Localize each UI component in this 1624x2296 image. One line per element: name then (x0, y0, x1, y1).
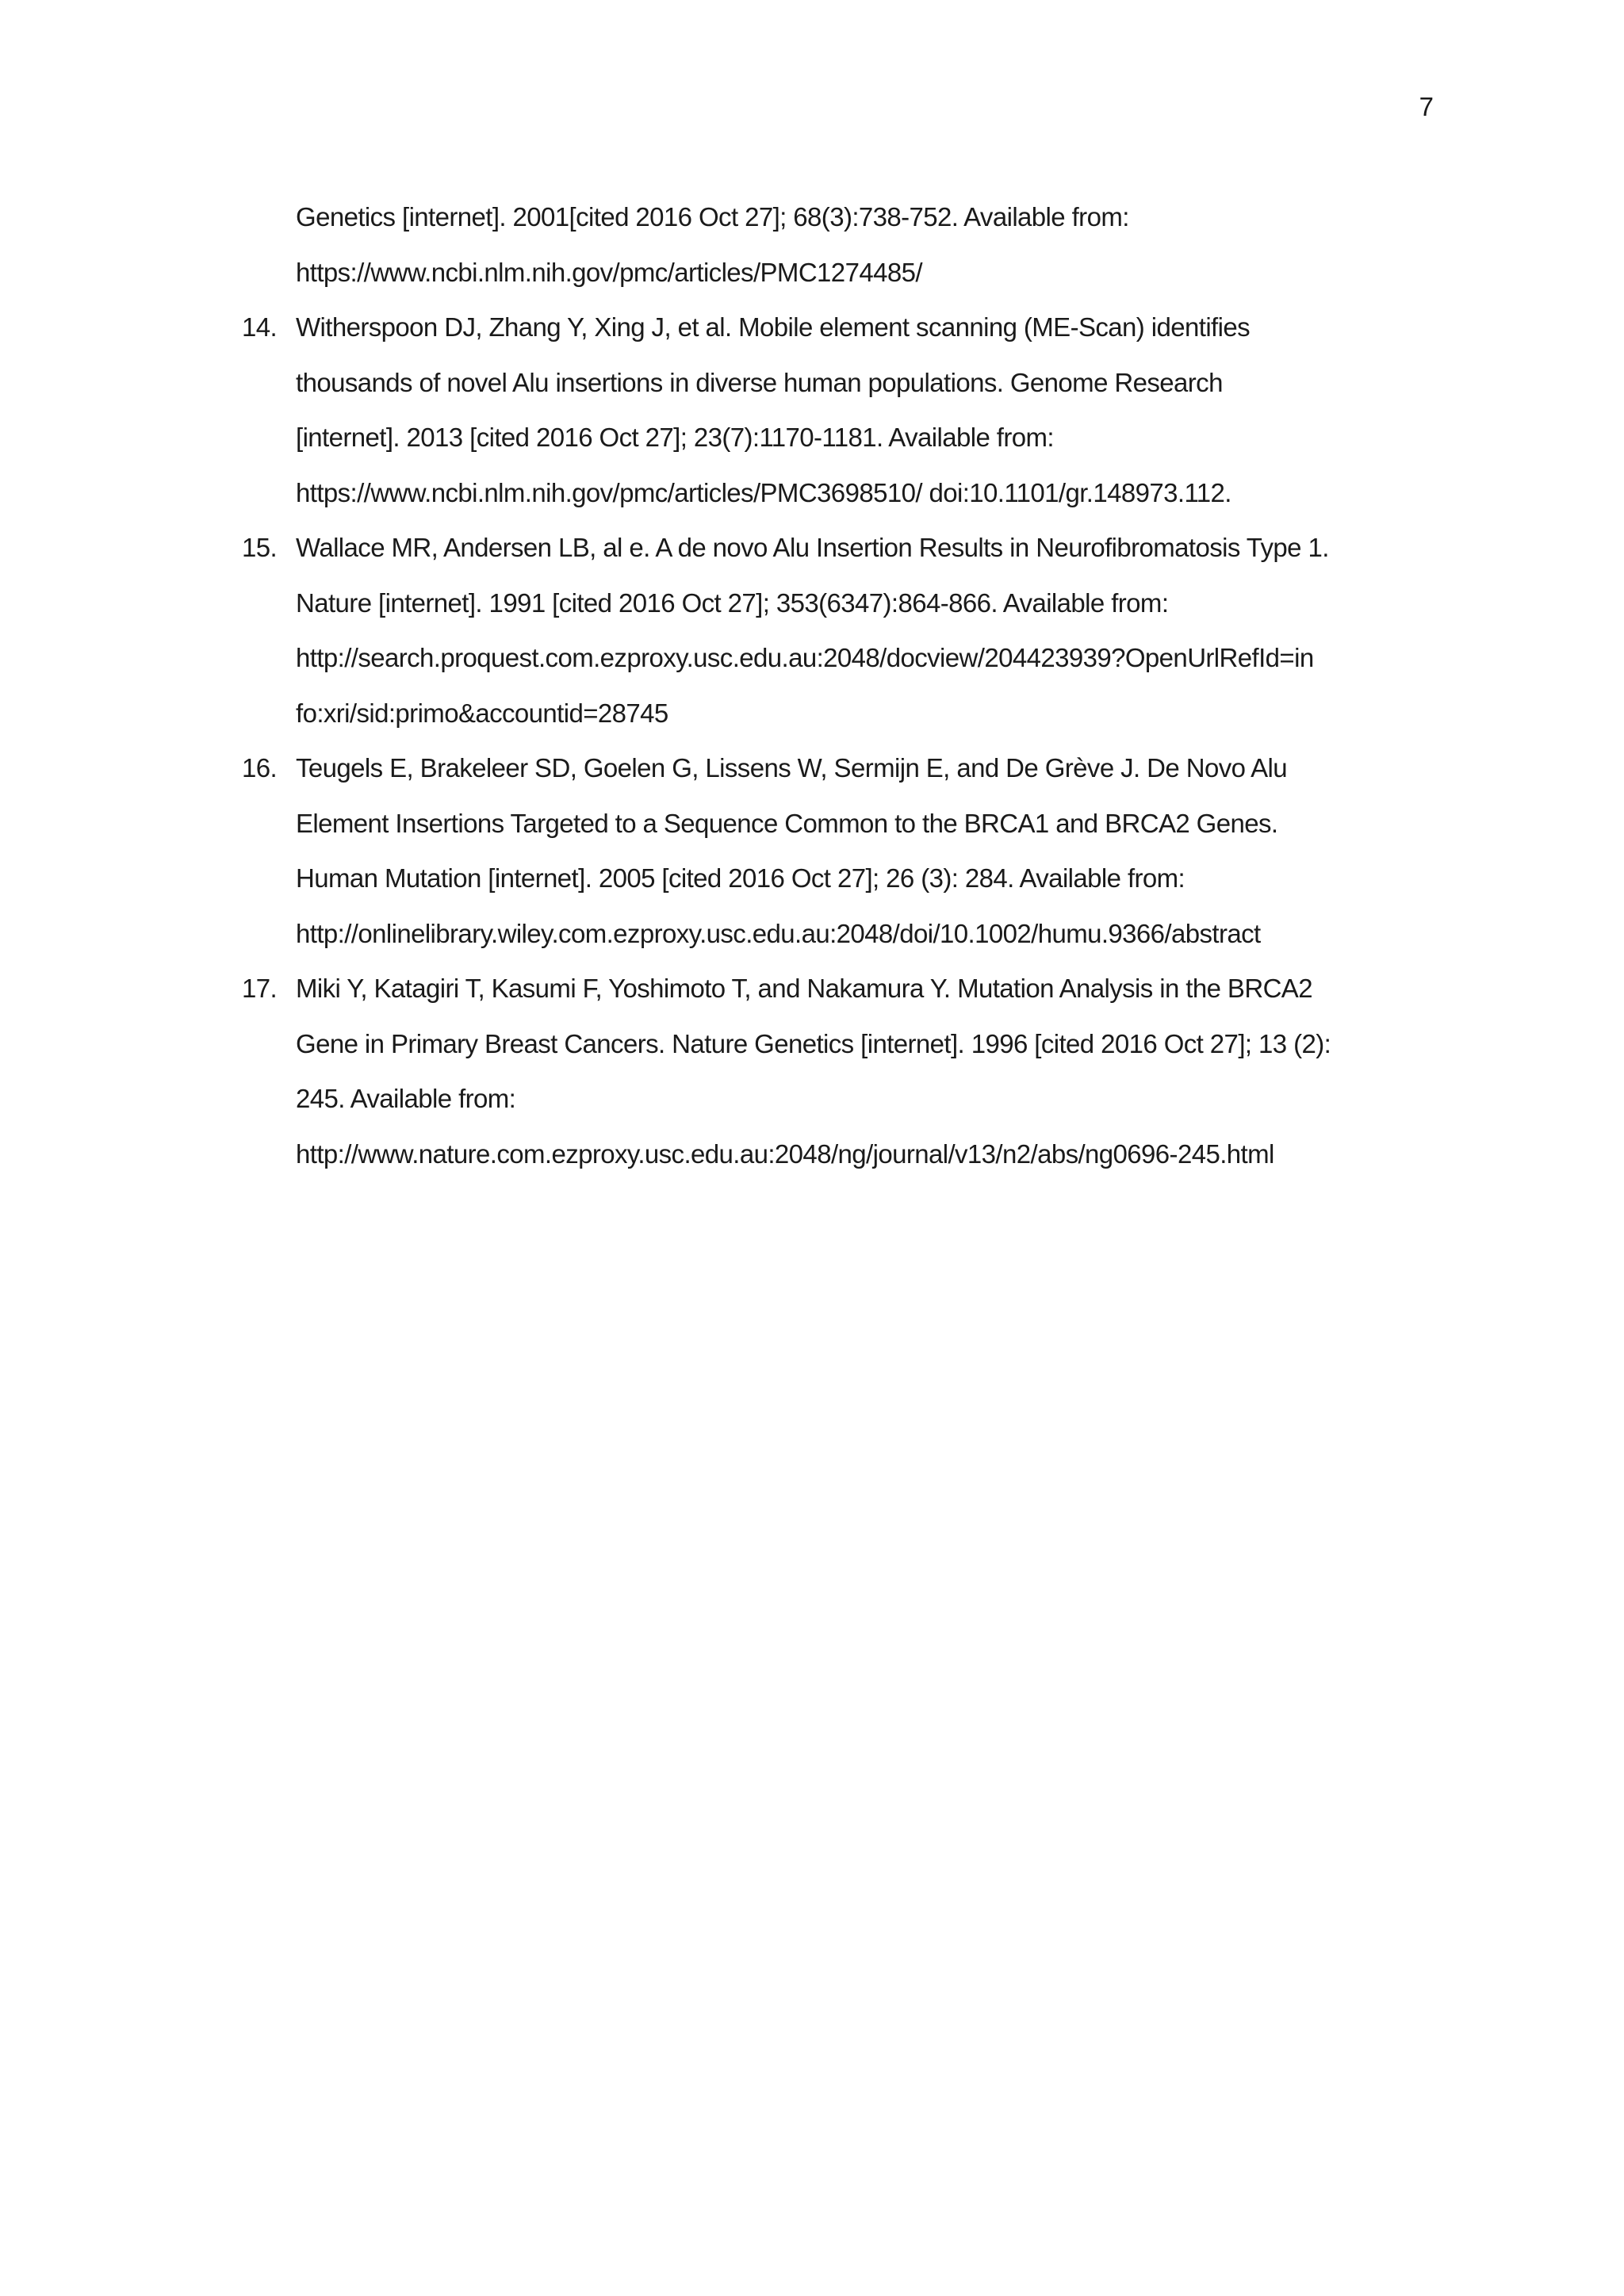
reference-line: 245. Available from: (296, 1084, 516, 1113)
page-number: 7 (1419, 92, 1434, 121)
reference-item-17 (242, 961, 1451, 1181)
reference-line: Teugels E, Brakeleer SD, Goelen G, Lissens W, Sermijn E, and De Grève J. De Novo Alu (296, 753, 1288, 783)
reference-number: 16. (242, 753, 278, 783)
reference-line: Wallace MR, Andersen LB, al e. A de novo Alu Insertion Results in Neurofibromatosis Type 1. (296, 533, 1329, 562)
reference-line: thousands of novel Alu insertions in diverse human populations. Genome Research (296, 367, 1223, 397)
reference-list (242, 189, 1451, 1181)
reference-line: Gene in Primary Breast Cancers. Nature Genetics [internet]. 1996 [cited 2016 Oct 27]; 13 (2): (296, 1028, 1331, 1058)
reference-line: Witherspoon DJ, Zhang Y, Xing J, et al. Mobile element scanning (ME-Scan) identifies (296, 312, 1251, 342)
reference-line: Genetics [internet]. 2001[cited 2016 Oct 27]; 68(3):738-752. Available from: (296, 202, 1129, 232)
reference-link[interactable]: https://www.ncbi.nlm.nih.gov/pmc/articles/PMC1274485/ (296, 257, 922, 287)
reference-line: Miki Y, Katagiri T, Kasumi F, Yoshimoto T, and Nakamura Y. Mutation Analysis in the BRCA2 (296, 974, 1312, 1003)
reference-number: 14. (242, 312, 278, 342)
reference-item-15 (242, 520, 1451, 740)
reference-link[interactable]: http://search.proquest.com.ezproxy.usc.edu.au:2048/docview/204423939?OpenUrlRefId=in (296, 643, 1314, 672)
reference-item-14 (242, 300, 1451, 520)
reference-continuation (242, 189, 1451, 300)
reference-link[interactable]: http://onlinelibrary.wiley.com.ezproxy.usc.edu.au:2048/doi/10.1002/humu.9366/abstract (296, 918, 1261, 948)
reference-link[interactable]: http://www.nature.com.ezproxy.usc.edu.au:2048/ng/journal/v13/n2/abs/ng0696-245.html (296, 1138, 1274, 1169)
reference-line: Human Mutation [internet]. 2005 [cited 2016 Oct 27]; 26 (3): 284. Available from: (296, 863, 1185, 893)
reference-line: [internet]. 2013 [cited 2016 Oct 27]; 23(7):1170-1181. Available from: (296, 423, 1054, 452)
reference-number: 15. (242, 533, 278, 562)
reference-item-16 (242, 740, 1451, 961)
reference-link[interactable]: fo:xri/sid:primo&accountid=28745 (296, 698, 668, 728)
reference-number: 17. (242, 974, 278, 1003)
reference-link[interactable]: https://www.ncbi.nlm.nih.gov/pmc/articles/PMC3698510/ doi:10.1101/gr.148973.112. (296, 477, 1231, 507)
reference-line: Element Insertions Targeted to a Sequence Common to the BRCA1 and BRCA2 Genes. (296, 808, 1278, 838)
reference-line: Nature [internet]. 1991 [cited 2016 Oct 27]; 353(6347):864-866. Available from: (296, 587, 1169, 618)
